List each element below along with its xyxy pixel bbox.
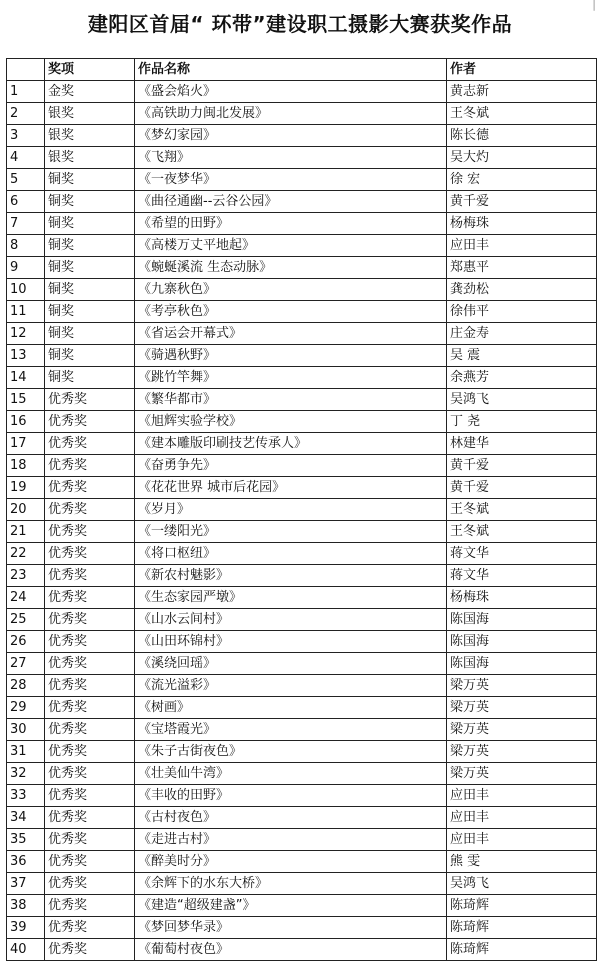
cell-work-title: 《走进古村》 (135, 829, 447, 851)
cell-award: 优秀奖 (45, 939, 135, 961)
cell-award: 银奖 (45, 147, 135, 169)
cell-number: 21 (7, 521, 45, 543)
cell-number: 30 (7, 719, 45, 741)
cell-award: 优秀奖 (45, 411, 135, 433)
cell-award: 铜奖 (45, 235, 135, 257)
cell-work-title: 《朱子古街夜色》 (135, 741, 447, 763)
cell-work-title: 《盛会焰火》 (135, 81, 447, 103)
cell-author: 林建华 (447, 433, 597, 455)
cell-award: 优秀奖 (45, 587, 135, 609)
cell-work-title: 《奋勇争先》 (135, 455, 447, 477)
table-row (7, 741, 597, 763)
table-row (7, 895, 597, 917)
cell-award: 优秀奖 (45, 609, 135, 631)
table-row (7, 675, 597, 697)
table-row (7, 521, 597, 543)
header-number (7, 59, 45, 81)
cell-author: 熊 雯 (447, 851, 597, 873)
table-row (7, 499, 597, 521)
cell-number: 6 (7, 191, 45, 213)
cell-number: 11 (7, 301, 45, 323)
cell-author: 梁万英 (447, 719, 597, 741)
cell-award: 优秀奖 (45, 763, 135, 785)
cell-number: 37 (7, 873, 45, 895)
cell-work-title: 《高铁助力闽北发展》 (135, 103, 447, 125)
table-row (7, 587, 597, 609)
cell-author: 吴鸿飞 (447, 873, 597, 895)
cell-author: 龚劲松 (447, 279, 597, 301)
cell-author: 陈国海 (447, 653, 597, 675)
table-row (7, 213, 597, 235)
page-title: 建阳区首届“ 环带”建设职工摄影大赛获奖作品 (87, 12, 513, 36)
cell-number: 24 (7, 587, 45, 609)
cell-number: 16 (7, 411, 45, 433)
cell-author: 应田丰 (447, 785, 597, 807)
table-row (7, 169, 597, 191)
cell-work-title: 《骑遇秋野》 (135, 345, 447, 367)
cell-number: 40 (7, 939, 45, 961)
table-row (7, 653, 597, 675)
cell-work-title: 《壮美仙牛湾》 (135, 763, 447, 785)
cell-award: 优秀奖 (45, 521, 135, 543)
cell-award: 优秀奖 (45, 917, 135, 939)
cell-number: 35 (7, 829, 45, 851)
table-row (7, 873, 597, 895)
cell-author: 徐伟平 (447, 301, 597, 323)
cell-work-title: 《飞翔》 (135, 147, 447, 169)
awards-table (6, 58, 597, 961)
cell-award: 优秀奖 (45, 565, 135, 587)
cell-work-title: 《旭辉实验学校》 (135, 411, 447, 433)
cell-award: 优秀奖 (45, 807, 135, 829)
cell-author: 徐 宏 (447, 169, 597, 191)
cell-author: 陈琦辉 (447, 917, 597, 939)
cell-number: 9 (7, 257, 45, 279)
cell-work-title: 《岁月》 (135, 499, 447, 521)
cell-work-title: 《花花世界 城市后花园》 (135, 477, 447, 499)
cell-number: 14 (7, 367, 45, 389)
cell-work-title: 《山田环锦村》 (135, 631, 447, 653)
table-row (7, 125, 597, 147)
cell-number: 3 (7, 125, 45, 147)
cell-number: 18 (7, 455, 45, 477)
header-work-title: 作品名称 (135, 59, 447, 81)
cell-award: 铜奖 (45, 367, 135, 389)
cell-award: 优秀奖 (45, 785, 135, 807)
cell-work-title: 《梦回梦华录》 (135, 917, 447, 939)
cell-work-title: 《树画》 (135, 697, 447, 719)
table-body (7, 81, 597, 961)
cell-work-title: 《余辉下的水东大桥》 (135, 873, 447, 895)
cell-work-title: 《省运会开幕式》 (135, 323, 447, 345)
cell-award: 优秀奖 (45, 499, 135, 521)
cell-award: 优秀奖 (45, 851, 135, 873)
table-row (7, 763, 597, 785)
cell-author: 梁万英 (447, 741, 597, 763)
cell-work-title: 《曲径通幽--云谷公园》 (135, 191, 447, 213)
cell-award: 银奖 (45, 103, 135, 125)
cell-number: 39 (7, 917, 45, 939)
cell-number: 5 (7, 169, 45, 191)
cell-author: 黄千爱 (447, 455, 597, 477)
cell-work-title: 《繁华都市》 (135, 389, 447, 411)
table-row (7, 235, 597, 257)
cell-author: 梁万英 (447, 763, 597, 785)
table-row (7, 543, 597, 565)
cell-award: 优秀奖 (45, 543, 135, 565)
cell-author: 蒋文华 (447, 543, 597, 565)
cell-award: 铜奖 (45, 213, 135, 235)
cell-award: 铜奖 (45, 323, 135, 345)
cell-work-title: 《高楼万丈平地起》 (135, 235, 447, 257)
cell-work-title: 《新农村魅影》 (135, 565, 447, 587)
cell-award: 优秀奖 (45, 829, 135, 851)
cell-work-title: 《希望的田野》 (135, 213, 447, 235)
cell-number: 19 (7, 477, 45, 499)
cell-award: 优秀奖 (45, 433, 135, 455)
cell-award: 铜奖 (45, 191, 135, 213)
cell-author: 庄金寿 (447, 323, 597, 345)
cell-author: 应田丰 (447, 829, 597, 851)
cell-author: 王冬斌 (447, 103, 597, 125)
cell-award: 优秀奖 (45, 631, 135, 653)
cell-award: 银奖 (45, 125, 135, 147)
table-row (7, 609, 597, 631)
cell-award: 优秀奖 (45, 719, 135, 741)
cell-number: 34 (7, 807, 45, 829)
header-author: 作者 (447, 59, 597, 81)
table-row (7, 631, 597, 653)
table-row (7, 301, 597, 323)
cell-author: 黄志新 (447, 81, 597, 103)
cell-author: 应田丰 (447, 807, 597, 829)
table-row (7, 477, 597, 499)
cell-work-title: 《梦幻家园》 (135, 125, 447, 147)
cell-author: 陈琦辉 (447, 939, 597, 961)
table-row (7, 345, 597, 367)
table-row (7, 147, 597, 169)
cell-number: 10 (7, 279, 45, 301)
cell-number: 27 (7, 653, 45, 675)
cell-author: 黄千爱 (447, 191, 597, 213)
cell-work-title: 《建本雕版印刷技艺传承人》 (135, 433, 447, 455)
table-row (7, 565, 597, 587)
table-row (7, 785, 597, 807)
table-row (7, 103, 597, 125)
cell-award: 优秀奖 (45, 389, 135, 411)
cell-number: 22 (7, 543, 45, 565)
cell-number: 20 (7, 499, 45, 521)
table-row (7, 411, 597, 433)
cell-author: 吴 震 (447, 345, 597, 367)
table-row (7, 697, 597, 719)
cell-work-title: 《考亭秋色》 (135, 301, 447, 323)
cell-author: 王冬斌 (447, 521, 597, 543)
table-row (7, 191, 597, 213)
cell-author: 丁 尧 (447, 411, 597, 433)
cell-author: 吴大灼 (447, 147, 597, 169)
cell-work-title: 《蜿蜒溪流 生态动脉》 (135, 257, 447, 279)
cell-award: 铜奖 (45, 345, 135, 367)
table-row (7, 279, 597, 301)
cell-work-title: 《醉美时分》 (135, 851, 447, 873)
cell-number: 36 (7, 851, 45, 873)
cell-award: 优秀奖 (45, 895, 135, 917)
cell-work-title: 《生态家园严墩》 (135, 587, 447, 609)
table-row (7, 829, 597, 851)
cell-award: 铜奖 (45, 169, 135, 191)
cell-number: 1 (7, 81, 45, 103)
cell-work-title: 《宝塔霞光》 (135, 719, 447, 741)
table-row (7, 257, 597, 279)
table-row (7, 851, 597, 873)
cell-award: 铜奖 (45, 301, 135, 323)
table-row (7, 81, 597, 103)
cell-work-title: 《一缕阳光》 (135, 521, 447, 543)
cell-work-title: 《葡萄村夜色》 (135, 939, 447, 961)
cell-author: 杨梅珠 (447, 213, 597, 235)
cell-author: 应田丰 (447, 235, 597, 257)
cell-author: 吴鸿飞 (447, 389, 597, 411)
cell-work-title: 《溪绕回瑶》 (135, 653, 447, 675)
cell-author: 王冬斌 (447, 499, 597, 521)
cell-number: 33 (7, 785, 45, 807)
cell-work-title: 《古村夜色》 (135, 807, 447, 829)
cell-award: 优秀奖 (45, 477, 135, 499)
cell-author: 梁万英 (447, 697, 597, 719)
cell-work-title: 《一夜梦华》 (135, 169, 447, 191)
table-row (7, 939, 597, 961)
table-row (7, 323, 597, 345)
cell-number: 23 (7, 565, 45, 587)
cell-number: 12 (7, 323, 45, 345)
cell-author: 黄千爱 (447, 477, 597, 499)
table-row (7, 367, 597, 389)
table-row (7, 455, 597, 477)
cell-work-title: 《跳竹竿舞》 (135, 367, 447, 389)
cell-author: 梁万英 (447, 675, 597, 697)
cell-author: 郑惠平 (447, 257, 597, 279)
cell-work-title: 《丰收的田野》 (135, 785, 447, 807)
cell-award: 优秀奖 (45, 455, 135, 477)
cell-author: 杨梅珠 (447, 587, 597, 609)
cell-author: 陈琦辉 (447, 895, 597, 917)
table-row (7, 719, 597, 741)
cell-award: 优秀奖 (45, 653, 135, 675)
cell-number: 28 (7, 675, 45, 697)
header-award: 奖项 (45, 59, 135, 81)
cell-work-title: 《九寨秋色》 (135, 279, 447, 301)
cell-award: 铜奖 (45, 257, 135, 279)
cell-award: 优秀奖 (45, 675, 135, 697)
cell-award: 优秀奖 (45, 697, 135, 719)
cell-number: 32 (7, 763, 45, 785)
cell-work-title: 《流光溢彩》 (135, 675, 447, 697)
cell-number: 38 (7, 895, 45, 917)
cell-number: 13 (7, 345, 45, 367)
table-header-row (7, 59, 597, 81)
table-row (7, 389, 597, 411)
cell-author: 陈长德 (447, 125, 597, 147)
cell-author: 陈国海 (447, 609, 597, 631)
cell-author: 蒋文华 (447, 565, 597, 587)
cell-number: 29 (7, 697, 45, 719)
cell-number: 4 (7, 147, 45, 169)
corner-mark: | (592, 0, 596, 11)
cell-number: 31 (7, 741, 45, 763)
table-row (7, 917, 597, 939)
cell-number: 26 (7, 631, 45, 653)
cell-number: 25 (7, 609, 45, 631)
cell-author: 余燕芳 (447, 367, 597, 389)
cell-author: 陈国海 (447, 631, 597, 653)
cell-number: 17 (7, 433, 45, 455)
cell-award: 优秀奖 (45, 873, 135, 895)
cell-work-title: 《建造“超级建盏”》 (135, 895, 447, 917)
cell-work-title: 《将口枢纽》 (135, 543, 447, 565)
cell-award: 铜奖 (45, 279, 135, 301)
cell-work-title: 《山水云间村》 (135, 609, 447, 631)
table-row (7, 433, 597, 455)
cell-award: 优秀奖 (45, 741, 135, 763)
cell-number: 15 (7, 389, 45, 411)
cell-award: 金奖 (45, 81, 135, 103)
table-row (7, 807, 597, 829)
cell-number: 8 (7, 235, 45, 257)
cell-number: 2 (7, 103, 45, 125)
cell-number: 7 (7, 213, 45, 235)
